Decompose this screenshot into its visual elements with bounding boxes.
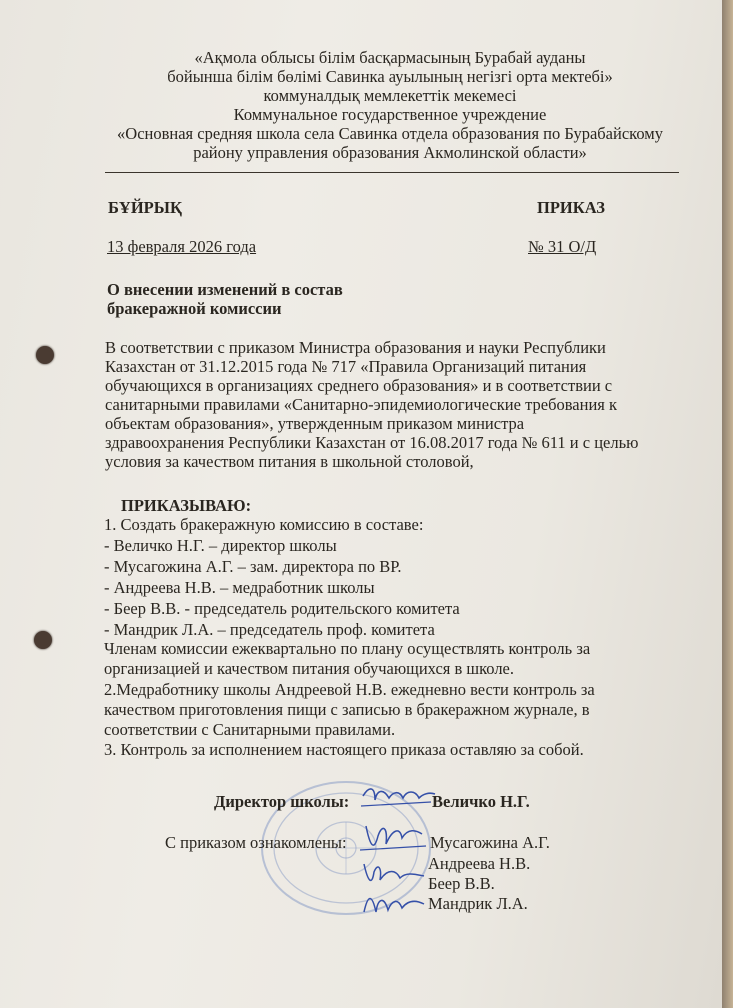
director-label: Директор школы:	[214, 792, 350, 811]
header-divider	[105, 172, 679, 173]
header-kz-line: коммуналдық мемлекеттік мекемесі	[263, 86, 517, 105]
header-ru-line: «Основная средняя школа села Савинка отдела образования по Бурабайскому	[117, 124, 663, 143]
order-line: 2.Медработнику школы Андреевой Н.В. ежедневно вести контроль за	[104, 680, 595, 699]
preamble-line: объектам образования», утвержденным приказом министра	[105, 414, 525, 433]
doc-subject: О внесении изменений в состав	[107, 280, 343, 299]
signature-mandrik	[360, 888, 430, 920]
doc-type-ru: ПРИКАЗ	[537, 198, 605, 217]
punch-hole	[36, 346, 54, 364]
doc-number: № 31 О/Д	[528, 237, 597, 256]
acquainted-name: Мусагожина А.Г.	[430, 833, 550, 852]
acquainted-name: Мандрик Л.А.	[428, 894, 528, 913]
order-line: 3. Контроль за исполнением настоящего приказа оставляю за собой.	[104, 740, 584, 759]
page-edge	[722, 0, 733, 1008]
preamble-line: условия за качеством питания в школьной столовой,	[105, 452, 474, 471]
header-ru-line: району управления образования Акмолинской области»	[193, 143, 587, 162]
order-line: 1. Создать бракеражную комиссию в составе:	[104, 515, 424, 534]
order-line: - Мандрик Л.А. – председатель проф. комитета	[104, 620, 435, 639]
doc-date: 13 февраля 2026 года	[107, 237, 257, 256]
order-line: - Величко Н.Г. – директор школы	[104, 536, 337, 555]
order-line: организацией и качеством питания обучающихся в школе.	[104, 659, 515, 678]
order-line: Членам комиссии ежеквартально по плану осуществлять контроль за	[104, 639, 591, 658]
order-heading: ПРИКАЗЫВАЮ:	[121, 496, 252, 515]
preamble-line: санитарными правилами «Санитарно-эпидемиологические требования к	[105, 395, 617, 414]
order-line: - Мусагожина А.Г. – зам. директора по ВР.	[104, 557, 402, 576]
acquainted-name: Андреева Н.В.	[428, 854, 531, 873]
preamble-line: Казахстан от 31.12.2015 года № 717 «Правила Организаций питания	[105, 357, 587, 376]
order-line: - Андреева Н.В. – медработник школы	[104, 578, 375, 597]
order-line: соответствии с Санитарными правилами.	[104, 720, 396, 739]
preamble-line: здравоохранения Республики Казахстан от 16.08.2017 года № 611 и с целью	[105, 433, 639, 452]
signature-beer	[360, 858, 430, 892]
preamble-line: В соответствии с приказом Министра образования и науки Республики	[105, 338, 606, 357]
doc-type-kz: БҰЙРЫҚ	[108, 198, 182, 217]
preamble-line: обучающихся в организациях среднего образования» и в соответствии с	[105, 376, 613, 395]
doc-subject: бракеражной комиссии	[107, 299, 282, 318]
header-kz-line: «Ақмола облысы білім басқармасының Бурабай ауданы	[194, 48, 586, 67]
punch-hole	[34, 631, 52, 649]
signature-musagozhina	[360, 816, 430, 860]
header-ru-line: Коммунальное государственное учреждение	[233, 105, 547, 124]
director-signature	[359, 778, 439, 818]
acquainted-name: Беер В.В.	[428, 874, 495, 893]
header-kz-line: бойынша білім бөлімі Савинка ауылының негізгі орта мектебі»	[167, 67, 613, 86]
director-name: Величко Н.Г.	[432, 792, 530, 811]
order-line: качеством приготовления пищи с записью в бракеражном журнале, в	[104, 700, 590, 719]
acquainted-label: С приказом ознакомлены:	[165, 833, 347, 852]
order-line: - Беер В.В. - председатель родительского комитета	[104, 599, 460, 618]
